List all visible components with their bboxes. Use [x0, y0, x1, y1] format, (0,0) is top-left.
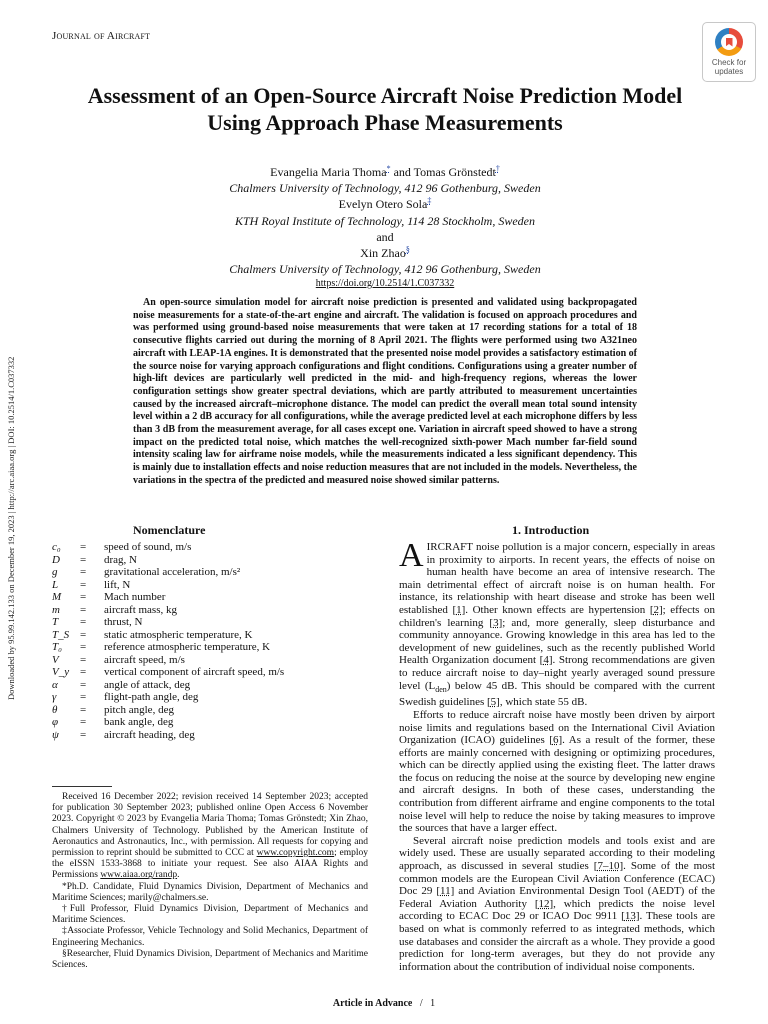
nomenclature-eq: =	[80, 641, 87, 653]
citation-link[interactable]: 5	[490, 696, 497, 709]
nomenclature-row	[52, 554, 284, 567]
nomenclature-eq: =	[80, 541, 87, 553]
affiliation: Chalmers University of Technology, 412 96 Gothenburg, Sweden	[229, 262, 541, 277]
citation-link[interactable]: 11	[440, 885, 451, 898]
nomenclature-eq: =	[80, 678, 87, 691]
nomenclature-sym: φ	[52, 716, 59, 728]
author-name: Xin Zhao	[360, 246, 406, 261]
paragraph: Efforts to reduce aircraft noise have mostly been driven by airport noise limits and regulations based on the International Civil Aviation Organization (ICAO) guidelines [6]. As a result of the former, these efforts are mainly concerned with designing or optimizing procedures, which can be directly applied using the existing fleet. The latter draws the focus on reducing the noise at the source by developing new engine and aircraft designs. In both of these cases, understanding the contribution from different airframe and engine components to the total noise level will help to reduce the noise by taking measures to improve the sources that have a larger effect.	[399, 708, 715, 835]
nomenclature-sym: V_y	[52, 666, 70, 678]
footnote-item: †Full Professor, Fluid Dynamics Division, Department of Mechanics and Maritime Sciences.	[52, 904, 368, 926]
footnote-divider	[52, 786, 112, 787]
nomenclature-row	[52, 641, 284, 654]
download-sidebar-text: Downloaded by 95.99.142.133 on December 19, 2023 | http://arc.aiaa.org | DOI: 10.2514/1.C037332	[6, 356, 16, 700]
nomenclature-desc: flight-path angle, deg	[104, 691, 199, 703]
nomenclature-row	[52, 604, 284, 617]
nomenclature-eq: =	[80, 603, 87, 616]
nomenclature-sym: D	[52, 553, 60, 566]
citation-link[interactable]: 3	[493, 616, 499, 629]
nomenclature-sym: T	[52, 616, 59, 628]
copyright-link[interactable]: www.copyright.com	[256, 848, 335, 859]
introduction-body	[399, 537, 716, 973]
nomenclature-desc: Mach number	[104, 591, 166, 603]
nomenclature-list	[52, 541, 284, 741]
author-name: Tomas Grönstedt	[413, 165, 496, 179]
nomenclature-sym: m	[52, 603, 60, 616]
footnote-mark[interactable]: §	[405, 245, 410, 255]
nomenclature-sym: θ	[52, 703, 58, 716]
nomenclature-sym: L	[52, 578, 59, 591]
footnote-item: §Researcher, Fluid Dynamics Division, Department of Mechanics and Maritime Sciences.	[52, 948, 368, 971]
nomenclature-row	[52, 666, 284, 679]
nomenclature-eq: =	[80, 578, 87, 591]
nomenclature-desc: static atmospheric temperature, K	[104, 628, 253, 641]
nomenclature-row	[52, 704, 284, 717]
nomenclature-desc: aircraft heading, deg	[104, 728, 195, 741]
nomenclature-eq: =	[80, 553, 87, 566]
citation-link[interactable]: 12	[538, 897, 550, 910]
nomenclature-desc: lift, N	[104, 578, 131, 591]
nomenclature-desc: angle of attack, deg	[104, 678, 191, 691]
nomenclature-desc: aircraft speed, m/s	[104, 653, 185, 666]
check-updates-label: Check for updates	[711, 58, 747, 76]
footnote-mark[interactable]: †	[495, 164, 500, 173]
nomenclature-sym: α	[52, 678, 58, 691]
nomenclature-sym: T_S	[52, 628, 70, 641]
author-block: Evangelia Maria Thoma* and Tomas Grönstedt† Chalmers University of Technology, 412 96 Gothenburg, Sweden Evelyn Otero Sola‡ KTH Royal Institute of Technology, 114 28 Stockholm, Sweden and Xin Zhao§ Chalmers University of Technology, 412 96 Gothenburg, Sweden	[40, 164, 730, 277]
nomenclature-eq: =	[80, 691, 87, 703]
page-footer: Article in Advance / 1	[332, 998, 436, 1009]
footnotes	[52, 792, 368, 971]
nomenclature-eq: =	[80, 653, 87, 666]
nomenclature-desc: pitch angle, deg	[104, 703, 174, 716]
nomenclature-sym: ψ	[52, 728, 59, 741]
nomenclature-desc: gravitational acceleration, m/s²	[104, 566, 241, 578]
nomenclature-row	[52, 579, 284, 592]
nomenclature-sym: c₀	[52, 541, 61, 553]
nomenclature-eq: =	[80, 703, 87, 716]
nomenclature-eq: =	[80, 616, 87, 628]
nomenclature-row	[52, 679, 284, 692]
nomenclature-sym: g	[52, 566, 58, 578]
nomenclature-row	[52, 629, 284, 642]
footnote-item: ‡Associate Professor, Vehicle Technology and Solid Mechanics, Department of Engineering Mechanics.	[52, 926, 368, 948]
abstract: An open-source simulation model for aircraft noise prediction is presented and validated using backpropagated noise measurements for a state-of-the-art engine and aircraft. The validation is focused on approach procedures and was performed using ground-based noise measurements that were taken at 17 recording stations for a total of 18 consecutive flights carried out during the morning of 8 April 2021. The flights were performed using two A321neo aircraft with LEAP-1A engines. It is demonstrated that the presented noise model provides a satisfactory estimation of the source noise for varying approach configurations and flight conditions. Configurations using a greater number of high-lift devices are particularly well predicted in the mid- and high-frequency regions, whereas the lower configuration settings show greater spectral deviations, which are partly attributed to measurement uncertainties caused by the increased aircraft–microphone distance. The model can predict the overall mean total sound intensity level within a 2 dB accuracy for all configurations, while the average predicted level at each microphone differs by less than 3 dB from the measurement average, for all cases except one. Variation in aircraft speed showed to have a strong impact on the predicted total noise, which matches the well-recognized sixth-power Mach number far-field sound intensity scaling law for airframe noise models, while the measurements indicated a less significant dependency. This is mainly due to installation effects and noise reduction measures that are not included in the models. Nevertheless, the variations in the spectra of the predicted and measured noise showed similar patterns.	[133, 297, 637, 486]
lden-subscript: den	[435, 684, 447, 694]
doi-link[interactable]: https://doi.org/10.2514/1.C037332	[315, 278, 455, 289]
nomenclature-eq: =	[80, 716, 87, 728]
aiaa-permissions-link[interactable]: www.aiaa.org/randp	[100, 870, 178, 881]
nomenclature-eq: =	[80, 628, 87, 641]
nomenclature-row	[52, 566, 284, 579]
citation-link[interactable]: 4	[543, 654, 549, 667]
paragraph: Several aircraft noise prediction models and tools exist and are widely used. These are usually separated according to their modeling approach, as discussed in several studies [7–10]. Some of the most common models are the European Civil Aviation Conference (ECAC) Doc 29 [11] and Aviation Environmental Design Tool (AEDT) of the Federal Aviation Authority [12], which predicts the noise level according to ECAC Doc 29 or ICAO Doc 9911 [13]. These tools are based on what is commonly referred to as integrated methods, which use databases and consider the aircraft as a whole. They provide a good prediction for long-term averages, but they do not provide any information about the contribution of individual noise components.	[399, 834, 716, 973]
nomenclature-row	[52, 654, 284, 667]
nomenclature-sym: γ	[52, 691, 57, 703]
footnote-mark[interactable]: *	[386, 164, 391, 173]
nomenclature-desc: thrust, N	[104, 616, 143, 628]
nomenclature-eq: =	[80, 666, 87, 678]
affiliation: KTH Royal Institute of Technology, 114 28 Stockholm, Sweden	[235, 213, 535, 228]
introduction-heading: 1. Introduction	[512, 523, 590, 537]
paragraph: AIRCRAFT noise pollution is a major concern, especially in areas in proximity to airports. In recent years, the effects of noise on human health have become an area of intensive research. The main detrimental effect of aircraft noise is on human health. For instance, its relationship with heart disease and stroke has been well established [1]. Other known effects are hypertension [2]; effects on children's learning [3]; and, more generally, sleep disturbance and community annoyance. Growing knowledge in this area has led to the development of new guidelines, such as the recently published World Health Organization document [4]. Strong recommendations are given to reduce aircraft noise to day–night yearly averaged sound pressure level $(L_{den})$ below 45 dB. This should be compared with the current Swedish guidelines [5], which state 55 dB.	[399, 537, 716, 709]
citation-link[interactable]: 1	[456, 603, 462, 616]
author-name: Evelyn Otero Sola	[338, 197, 428, 212]
nomenclature-sym: M	[52, 591, 62, 603]
nomenclature-sym: V	[52, 653, 59, 666]
citation-link[interactable]: 2	[653, 603, 659, 616]
author-name: Evangelia Maria Thoma	[270, 165, 387, 179]
footnote-item: *Ph.D. Candidate, Fluid Dynamics Division, Department of Mechanics and Maritime Sciences; marily@chalmers.se.	[52, 881, 368, 903]
nomenclature-row	[52, 616, 284, 629]
citation-link[interactable]: 7–10	[597, 860, 620, 873]
paper-title: Assessment of an Open-Source Aircraft Noise Prediction Model Using Approach Phase Measurements	[87, 83, 683, 135]
nomenclature-eq: =	[80, 591, 87, 603]
nomenclature-eq: =	[80, 728, 87, 741]
check-for-updates-badge[interactable]	[702, 22, 756, 82]
nomenclature-desc: vertical component of aircraft speed, m/s	[104, 666, 285, 678]
nomenclature-sym: T₀	[52, 641, 62, 653]
journal-name: Journal of Aircraft	[52, 30, 151, 42]
affiliation: Chalmers University of Technology, 412 96 Gothenburg, Sweden	[229, 181, 541, 196]
citation-link[interactable]: 6	[552, 734, 559, 747]
drop-cap: A	[399, 537, 424, 574]
nomenclature-row	[52, 541, 284, 554]
nomenclature-desc: reference atmospheric temperature, K	[104, 641, 271, 653]
nomenclature-desc: aircraft mass, kg	[104, 603, 177, 616]
nomenclature-row	[52, 729, 284, 742]
citation-link[interactable]: 13	[624, 910, 636, 923]
nomenclature-row	[52, 716, 284, 729]
footnote-mark[interactable]: ‡	[427, 196, 432, 206]
nomenclature-desc: speed of sound, m/s	[104, 541, 192, 553]
check-updates-icon	[715, 28, 743, 56]
nomenclature-desc: bank angle, deg	[104, 716, 174, 728]
nomenclature-row	[52, 691, 284, 704]
nomenclature-desc: drag, N	[104, 553, 137, 566]
nomenclature-eq: =	[80, 566, 87, 578]
nomenclature-row	[52, 591, 284, 604]
nomenclature-heading: Nomenclature	[133, 523, 206, 537]
received-note: Received 16 December 2022; revision received 14 September 2023; accepted for publication 30 September 2023; published online Open Access 6 November 2023. Copyright © 2023 by Evangelia Maria Thoma; Tomas Grönstedt; Xin Zhao, Chalmers University of Technology. Published by the American Institute of Aeronautics and Astronautics, Inc., with permission. All requests for copying and permission to reprint should be submitted to CCC at www.copyright.com; employ the eISSN 1533-3868 to initiate your request. See also AIAA Rights and Permissions www.aiaa.org/randp.	[52, 792, 368, 881]
